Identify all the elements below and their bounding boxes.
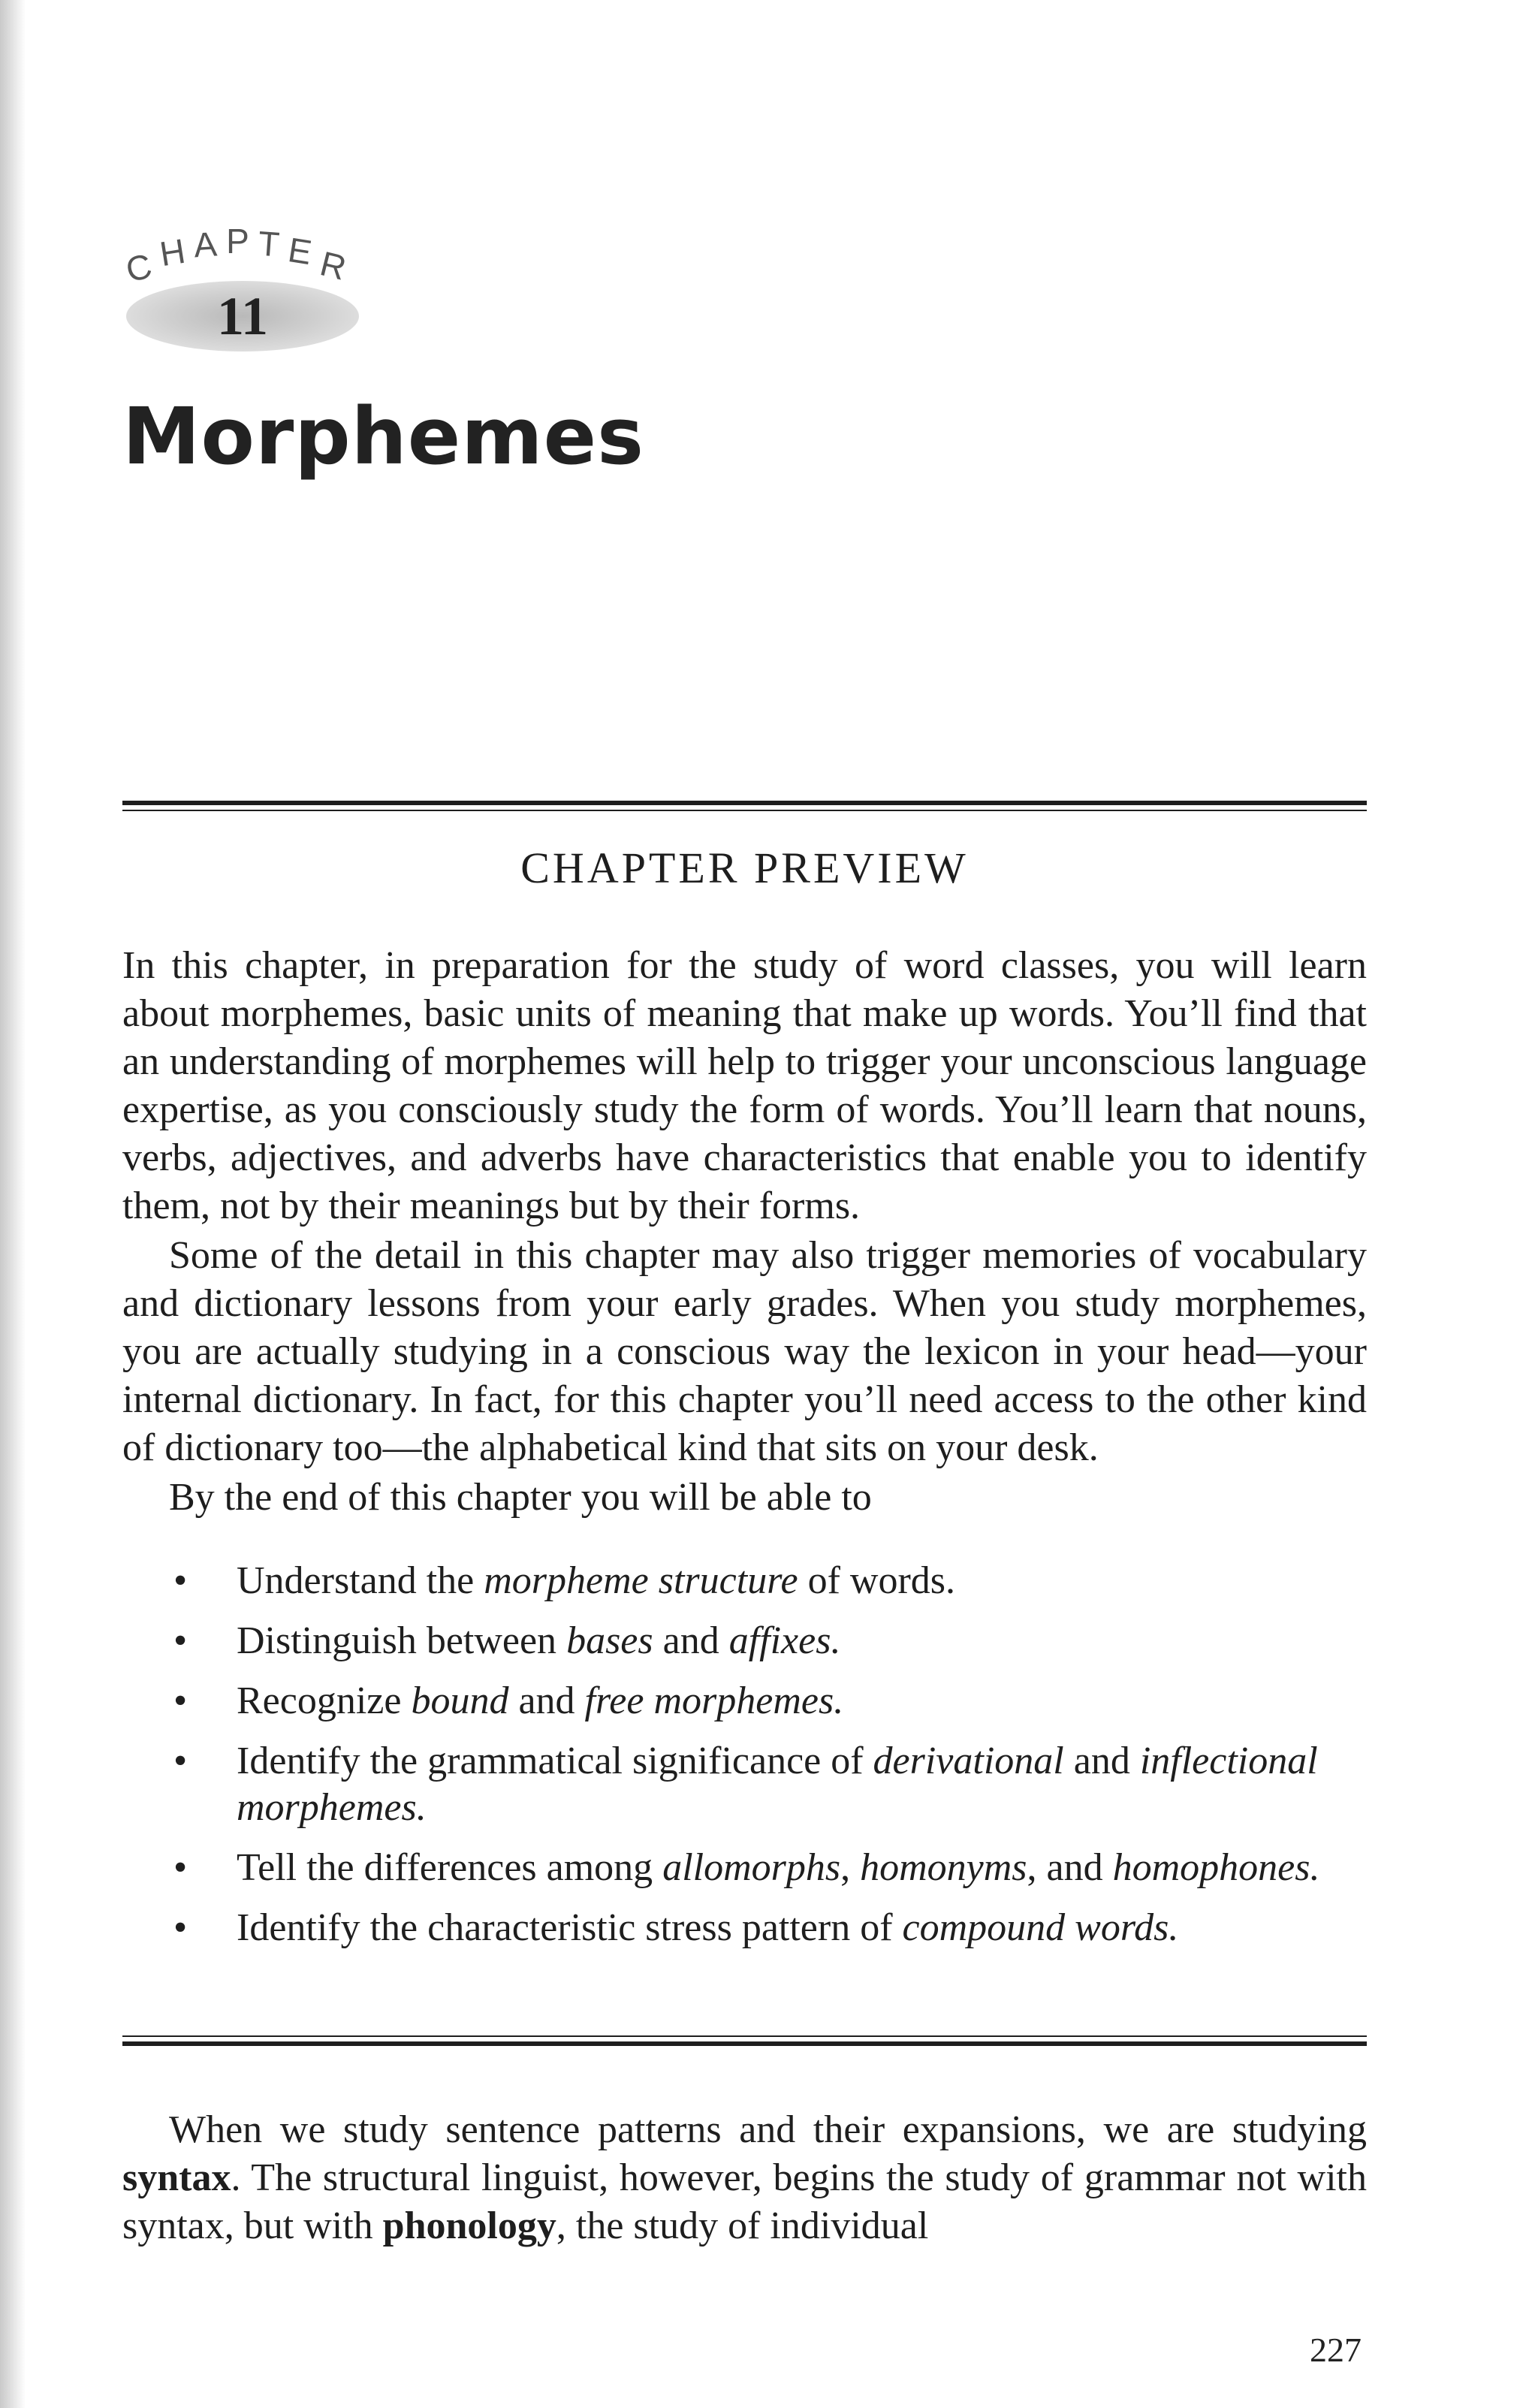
objective-item: • Recognize bound and free morphemes. — [122, 1678, 1367, 1725]
term-syntax: syntax — [122, 2156, 231, 2199]
chapter-badge — [122, 222, 365, 359]
objective-item: • Identify the grammatical significance of derivational and inflectional morphemes. — [173, 1740, 1318, 1829]
chapter-word — [122, 222, 359, 290]
preview-bottom-rule-thick — [122, 2041, 1367, 2046]
preview-paragraph-1: In this chapter, in preparation for the study of word classes, you will learn about morphemes, basic units of meaning that make up words. You’ll find that an understanding of morphemes will help to trigger your unconscious language expertise, as you consciously study the form of words. You’ll learn that nouns, verbs, adjectives, and adverbs have characteristics that enable you to identify them, not by their meanings but by their forms. — [122, 944, 1367, 1227]
objective-item: • Understand the morpheme structure of words. — [122, 1558, 1367, 1604]
preview-top-rule-thin — [122, 810, 1367, 811]
chapter-word-letter: P — [226, 222, 258, 261]
bullet-icon: • — [173, 1740, 188, 1782]
objective-item: • Tell the differences among allomorphs, homonyms, and homophones. — [122, 1845, 1367, 1891]
page-edge-shadow — [0, 0, 26, 2408]
chapter-number: 11 — [216, 286, 269, 346]
term-phonology: phonology — [382, 2204, 556, 2247]
preview-lead-in: By the end of this chapter you will be able to — [169, 1476, 872, 1519]
bullet-icon: • — [173, 1906, 188, 1949]
bullet-icon: • — [173, 1846, 188, 1889]
preview-paragraph-2: Some of the detail in this chapter may also trigger memories of vocabulary and dictionary lessons from your early grades. When you study morphemes, you are actually studying in a conscious way the lexicon in your head—your internal dictionary. In fact, for this chapter you’ll need access to the other kind of dictionary too—the alphabetical kind that sits on your desk. — [122, 1234, 1367, 1469]
objectives-list — [122, 1558, 1367, 1965]
preview-top-rule-thick — [122, 801, 1367, 805]
chapter-word-letter: E — [285, 229, 324, 274]
chapter-word-letter: A — [192, 223, 228, 265]
chapter-title: Morphemes — [122, 391, 645, 482]
chapter-word-letter: T — [257, 223, 290, 265]
preview-heading: CHAPTER PREVIEW — [520, 843, 969, 892]
preview-bottom-rule-thin — [122, 2035, 1367, 2037]
bullet-icon: • — [173, 1559, 188, 1602]
chapter-word-letter: C — [122, 243, 164, 290]
page-number: 227 — [1310, 2331, 1362, 2369]
bullet-icon: • — [173, 1619, 188, 1662]
bullet-icon: • — [173, 1679, 188, 1722]
chapter-word-letter: R — [316, 243, 359, 290]
objective-item: • Identify the characteristic stress pattern of compound words. — [122, 1905, 1367, 1951]
objective-item: • Distinguish between bases and affixes. — [122, 1618, 1367, 1664]
body-paragraph: When we study sentence patterns and their expansions, we are studying syntax. The structural linguist, however, begins the study of grammar not with syntax, but with phonology, the study of individual — [122, 2108, 1367, 2247]
chapter-word-letter: H — [157, 229, 198, 274]
